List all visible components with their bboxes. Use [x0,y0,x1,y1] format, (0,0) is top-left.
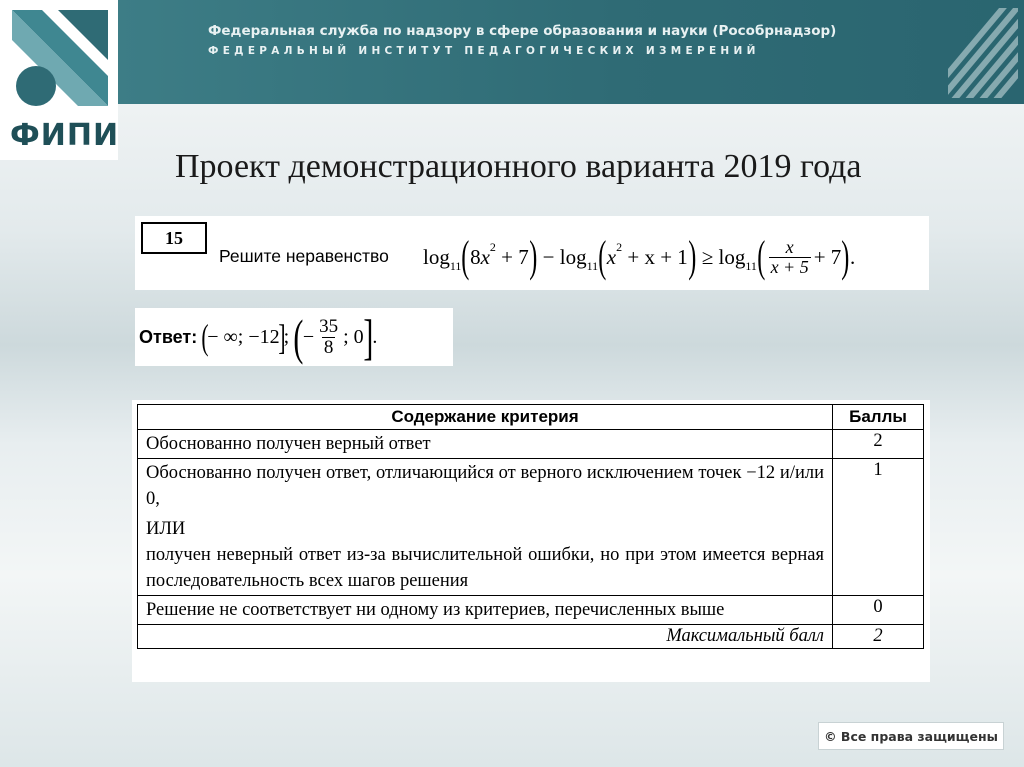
arg1-var: x [480,244,490,269]
inequality-formula: log 11 ( 8 x 2 + 7 ) − log 11 ( x 2 + x + 1 ) ≥ log 11 ( $\frac{x}{x + 5}$ + 7 ) . [423,232,856,281]
log-base-3: 11 [745,258,757,273]
task-prompt: Решите неравенство [219,246,389,266]
log-base-1: 11 [449,258,462,273]
arg3-frac-den: x + 5 [770,256,809,277]
minus-sign: − [542,244,555,269]
arg3-rest: + 7 [813,244,842,269]
fipi-logo-mark-icon [12,10,108,116]
table-row-max [138,625,924,649]
arg1-coef: 8 [470,244,481,269]
answer: Ответ: ( − ∞; −12 ] ; ( − $\frac{35}{8}$ ; 0 ] . [135,308,453,366]
org-name: Федеральная служба по надзору в сфере образования и науки (Рособрнадзор) [208,23,837,39]
task-number: 15 [141,222,207,254]
criterion-points: 2 [833,430,924,459]
max-score-value: 2 [833,625,924,649]
arg2-rest: + x + 1 [627,244,688,269]
fipi-logo [0,0,118,160]
answer-frac-den: 8 [323,336,334,358]
max-score-label: Максимальный балл [138,625,833,649]
arg1-exp: 2 [489,239,496,254]
slide-title: Проект демонстрационного варианта 2019 года [175,148,862,185]
answer-fraction [317,317,340,358]
arg3-fraction [769,238,811,277]
answer-period: . [372,325,378,348]
answer-frac-num: 35 [319,315,339,337]
log-2: log [559,244,587,269]
log-base-2: 11 [586,258,599,273]
institute-name: ФЕДЕРАЛЬНЫЙ ИНСТИТУТ ПЕДАГОГИЧЕСКИХ ИЗМЕРЕНИЙ [208,45,760,57]
criteria-table-container [132,400,930,682]
criterion-text: Обоснованно получен ответ, отличающийся от верного исключением точек −12 и/или 0, ИЛИ получен неверный ответ из-за вычислительной ошибки, но при этом имеется верная последовательность всех шагов решения [138,459,833,596]
header-stripes-decoration [948,8,1018,98]
log-3: log [718,244,746,269]
arg1-const: + 7 [501,244,529,269]
answer-label: Ответ: [139,326,198,347]
problem-statement [135,216,929,290]
arg3-frac-num: x [785,236,794,257]
arg2-exp: 2 [616,239,623,254]
answer-interval-1: − ∞; −12 [207,325,280,348]
logo-text: ФИПИ [10,118,120,153]
criterion-text: Решение не соответствует ни одному из критериев, перечисленных выше [138,596,833,625]
criterion-points: 1 [833,459,924,596]
criterion-text: Обоснованно получен верный ответ [138,430,833,459]
answer-semicolon: ; [283,325,290,348]
table-row [138,596,924,625]
answer-interval-2-sign: − [302,325,315,348]
arg2-var: x [606,244,617,269]
geq-sign: ≥ [701,244,714,269]
copyright-notice: © Все права защищены [818,722,1004,750]
table-header-row [138,405,924,430]
header-points: Баллы [833,405,924,430]
criterion-points: 0 [833,596,924,625]
header-criterion: Содержание критерия [138,405,833,430]
formula-period: . [849,244,856,269]
table-row [138,459,924,596]
table-row [138,430,924,459]
log-1: log [423,244,450,269]
criteria-table [137,404,924,649]
answer-interval-2-end: ; 0 [343,325,364,348]
